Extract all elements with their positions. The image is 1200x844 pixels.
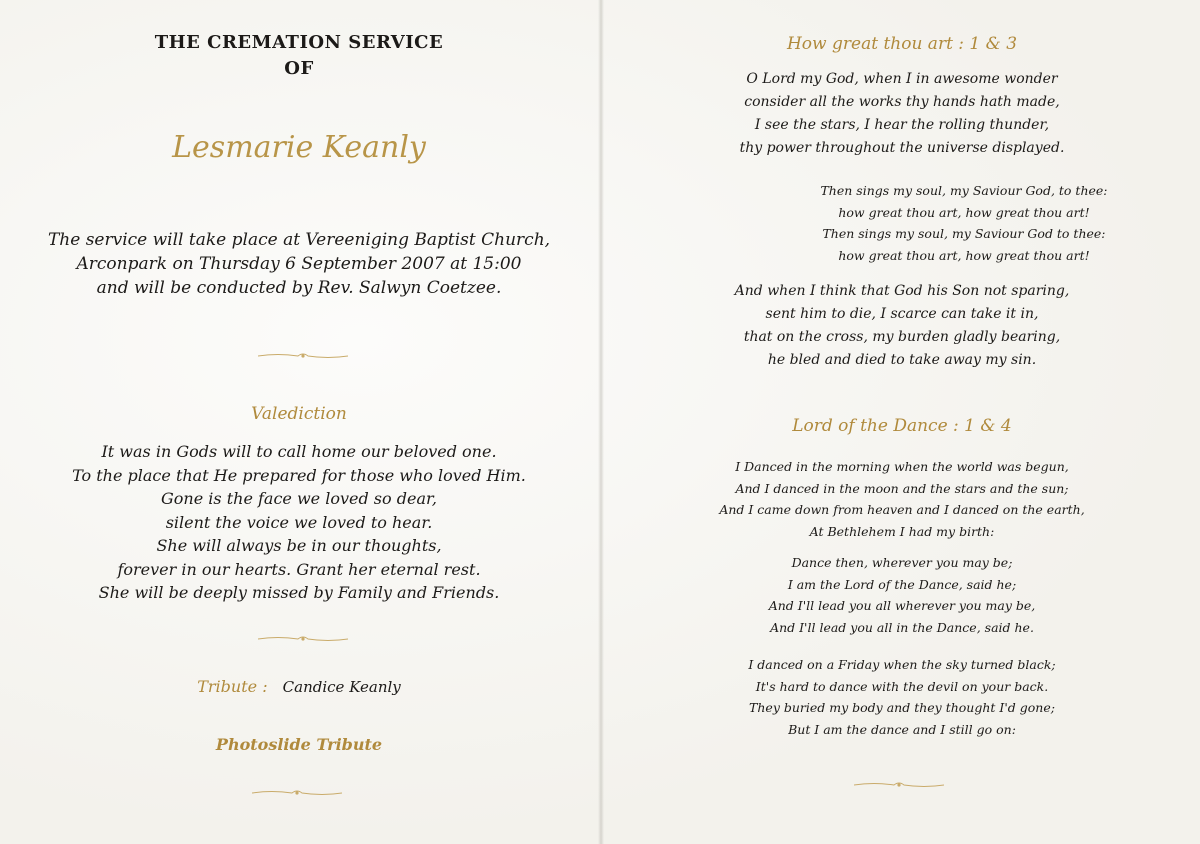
- hymn-line: consider all the works thy hands hath made,: [744, 94, 1060, 110]
- valediction-heading: Valediction: [251, 404, 347, 424]
- hymn-line: he bled and died to take away my sin.: [767, 352, 1037, 368]
- hymn-line: I see the stars, I hear the rolling thunder,: [754, 117, 1050, 133]
- valediction-line: She will be deeply missed by Family and Friends.: [98, 583, 500, 602]
- hymn-line: But I am the dance and I still go on:: [788, 721, 1016, 737]
- divider-flourish: [854, 780, 944, 790]
- service-line: Arconpark on Thursday 6 September 2007 at 15:00: [76, 254, 522, 274]
- hymn-line: I Danced in the morning when the world was begun,: [735, 459, 1069, 474]
- hymn-line: And I'll lead you all in the Dance, said he.: [770, 619, 1034, 635]
- hymn-line: that on the cross, my burden gladly bearing,: [743, 329, 1061, 345]
- service-line: and will be conducted by Rev. Salwyn Coetzee.: [96, 278, 502, 298]
- hymn-line: how great thou art, how great thou art!: [838, 247, 1090, 263]
- hymn-line: Dance then, wherever you may be;: [791, 555, 1013, 570]
- hymn-line: Then sings my soul, my Saviour God, to thee:: [820, 183, 1108, 198]
- hymn-line: At Bethlehem I had my birth:: [809, 523, 995, 539]
- service-line: The service will take place at Vereeniging Baptist Church,: [47, 230, 551, 250]
- tribute-name: Candice Keanly: [282, 678, 401, 696]
- hymn-line: And I danced in the moon and the stars and the sun;: [735, 480, 1069, 496]
- hymn-line: I am the Lord of the Dance, said he;: [787, 576, 1017, 592]
- title-line-2: OF: [284, 58, 314, 79]
- hymn-line: It's hard to dance with the devil on your back.: [755, 678, 1049, 694]
- valediction-line: To the place that He prepared for those who loved Him.: [72, 465, 526, 485]
- divider-flourish: [258, 351, 348, 361]
- service-details: [0, 228, 598, 300]
- valediction-line: Gone is the face we loved so dear,: [161, 489, 437, 508]
- left-page: [0, 0, 598, 844]
- hymn-line: And I came down from heaven and I danced on the earth,: [719, 502, 1085, 517]
- hymn-line: I danced on a Friday when the sky turned black;: [748, 657, 1056, 672]
- hymn1-verse-3: [604, 280, 1200, 372]
- title-line-1: THE CREMATION SERVICE: [154, 32, 444, 53]
- hymn-line: Then sings my soul, my Saviour God to thee:: [822, 226, 1106, 241]
- hymn1-verse-1: [604, 68, 1200, 160]
- tribute-label: Tribute :: [197, 677, 268, 696]
- hymn2-heading: Lord of the Dance : 1 & 4: [792, 416, 1012, 436]
- valediction-line: silent the voice we loved to hear.: [165, 512, 433, 532]
- divider-flourish: [258, 634, 348, 644]
- valediction-text: [0, 440, 598, 605]
- hymn2-chorus: [604, 552, 1200, 638]
- hymn1-heading: How great thou art : 1 & 3: [786, 34, 1018, 54]
- hymn2-verse-1: [604, 456, 1200, 542]
- valediction-line: forever in our hearts. Grant her eternal rest.: [117, 559, 481, 579]
- hymn-line: And when I think that God his Son not sparing,: [734, 283, 1070, 299]
- hymn2-verse-4: [604, 654, 1200, 740]
- hymn-line: O Lord my God, when I in awesome wonder: [746, 71, 1058, 87]
- divider-flourish: [252, 788, 342, 798]
- hymn-line: And I'll lead you all wherever you may be,: [768, 598, 1036, 613]
- deceased-name: Lesmarie Keanly: [172, 130, 426, 165]
- valediction-line: It was in Gods will to call home our beloved one.: [101, 442, 497, 461]
- valediction-line: She will always be in our thoughts,: [156, 536, 442, 555]
- hymn-line: sent him to die, I scarce can take it in,: [765, 306, 1039, 322]
- hymn-line: They buried my body and they thought I'd gone;: [749, 700, 1055, 715]
- hymn1-chorus: [764, 180, 1164, 266]
- hymn-line: thy power throughout the universe displayed.: [739, 140, 1065, 156]
- hymn-line: how great thou art, how great thou art!: [838, 204, 1090, 220]
- photoslide-heading: Photoslide Tribute: [215, 735, 383, 754]
- tribute-line: [0, 677, 598, 696]
- right-page: [604, 0, 1200, 844]
